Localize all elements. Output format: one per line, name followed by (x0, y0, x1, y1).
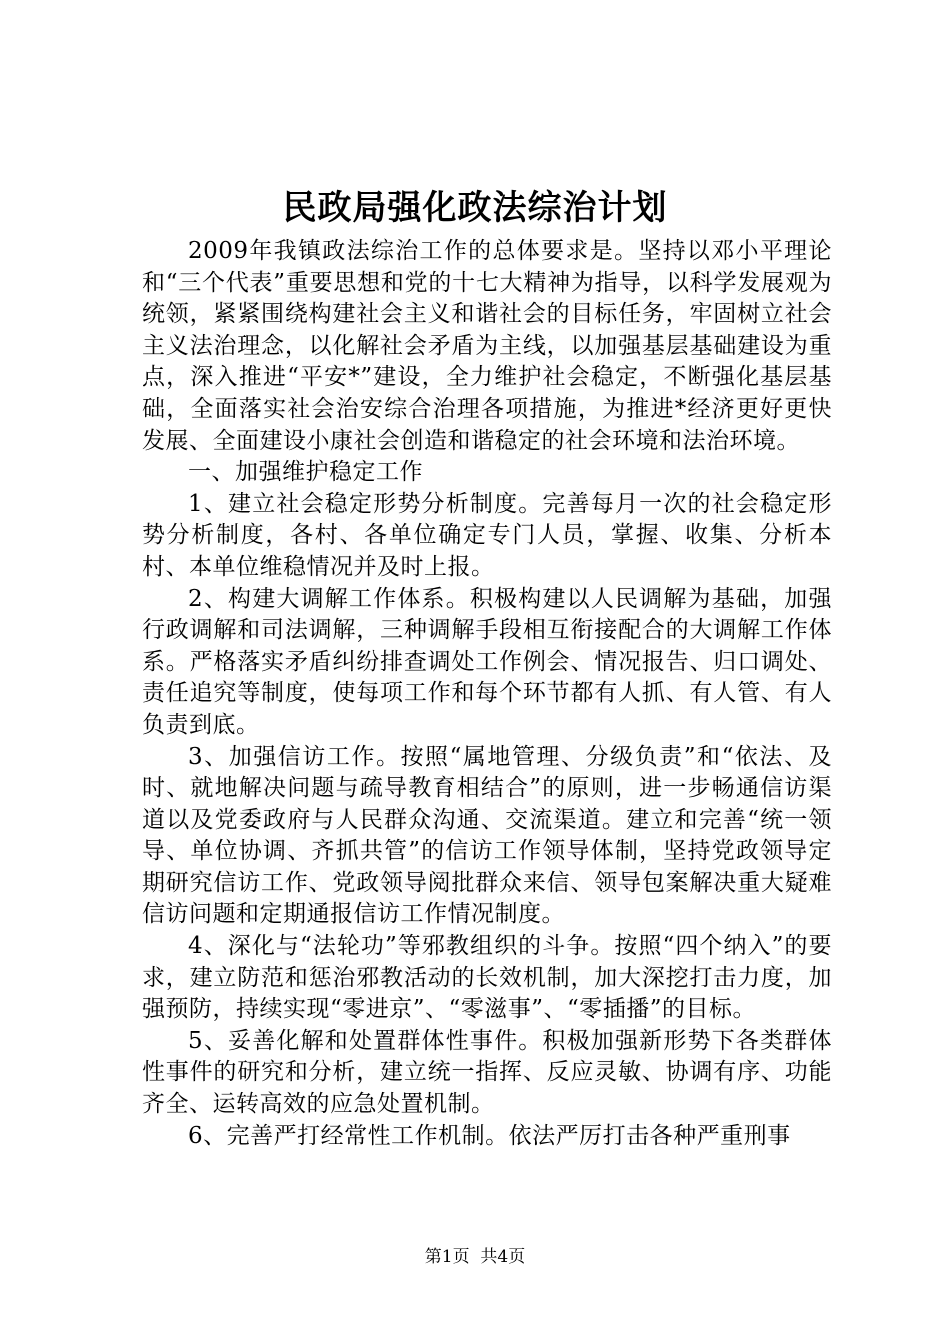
page-total: 共4页 (480, 1247, 526, 1267)
paragraph: 5、妥善化解和处置群体性事件。积极加强新形势下各类群体性事件的研究和分析，建立统一指挥、反应灵敏、协调有序、功能齐全、运转高效的应急处置机制。 (142, 1027, 832, 1118)
paragraph: 3、加强信访工作。按照“属地管理、分级负责”和“依法、及时、就地解决问题与疏导教育相结合”的原则，进一步畅通信访渠道以及党委政府与人民群众沟通、交流渠道。建立和完善“统一领导、单位协调、齐抓共管”的信访工作领导体制，坚持党政领导定期研究信访工作、党政领导阅批群众来信、领导包案解决重大疑难信访问题和定期通报信访工作情况制度。 (142, 743, 832, 928)
page-footer (0, 1246, 950, 1268)
document-body (142, 236, 832, 1152)
paragraph: 1、建立社会稳定形势分析制度。完善每月一次的社会稳定形势分析制度，各村、各单位确定专门人员，掌握、收集、分析本村、本单位维稳情况并及时上报。 (142, 490, 832, 580)
document-title: 民政局强化政法综治计划 (282, 188, 668, 228)
paragraph: 2、构建大调解工作体系。积极构建以人民调解为基础，加强行政调解和司法调解，三种调解手段相互衔接配合的大调解工作体系。严格落实矛盾纠纷排查调处工作例会、情况报告、归口调处、责任追究等制度，使每项工作和每个环节都有人抓、有人管、有人负责到底。 (142, 585, 832, 738)
section-heading: 一、加强维护稳定工作 (188, 459, 423, 486)
page-number: 第1页 (424, 1247, 470, 1267)
paragraph: 2009年我镇政法综治工作的总体要求是。坚持以邓小平理论和“三个代表”重要思想和党的十七大精神为指导，以科学发展观为统领，紧紧围绕构建社会主义和谐社会的目标任务，牢固树立社会主义法治理念，以化解社会矛盾为主线，以加强基层基础建设为重点，深入推进“平安*”建设，全力维护社会稳定，不断强化基层基础，全面落实社会治安综合治理各项措施，为推进*经济更好更快发展、全面建设小康社会创造和谐稳定的社会环境和法治环境。 (142, 238, 832, 454)
paragraph: 4、深化与“法轮功”等邪教组织的斗争。按照“四个纳入”的要求，建立防范和惩治邪教活动的长效机制，加大深挖打击力度，加强预防，持续实现“零进京”、“零滋事”、“零插播”的目标。 (142, 933, 832, 1023)
paragraph: 6、完善严打经常性工作机制。依法严厉打击各种严重刑事 (188, 1122, 791, 1149)
